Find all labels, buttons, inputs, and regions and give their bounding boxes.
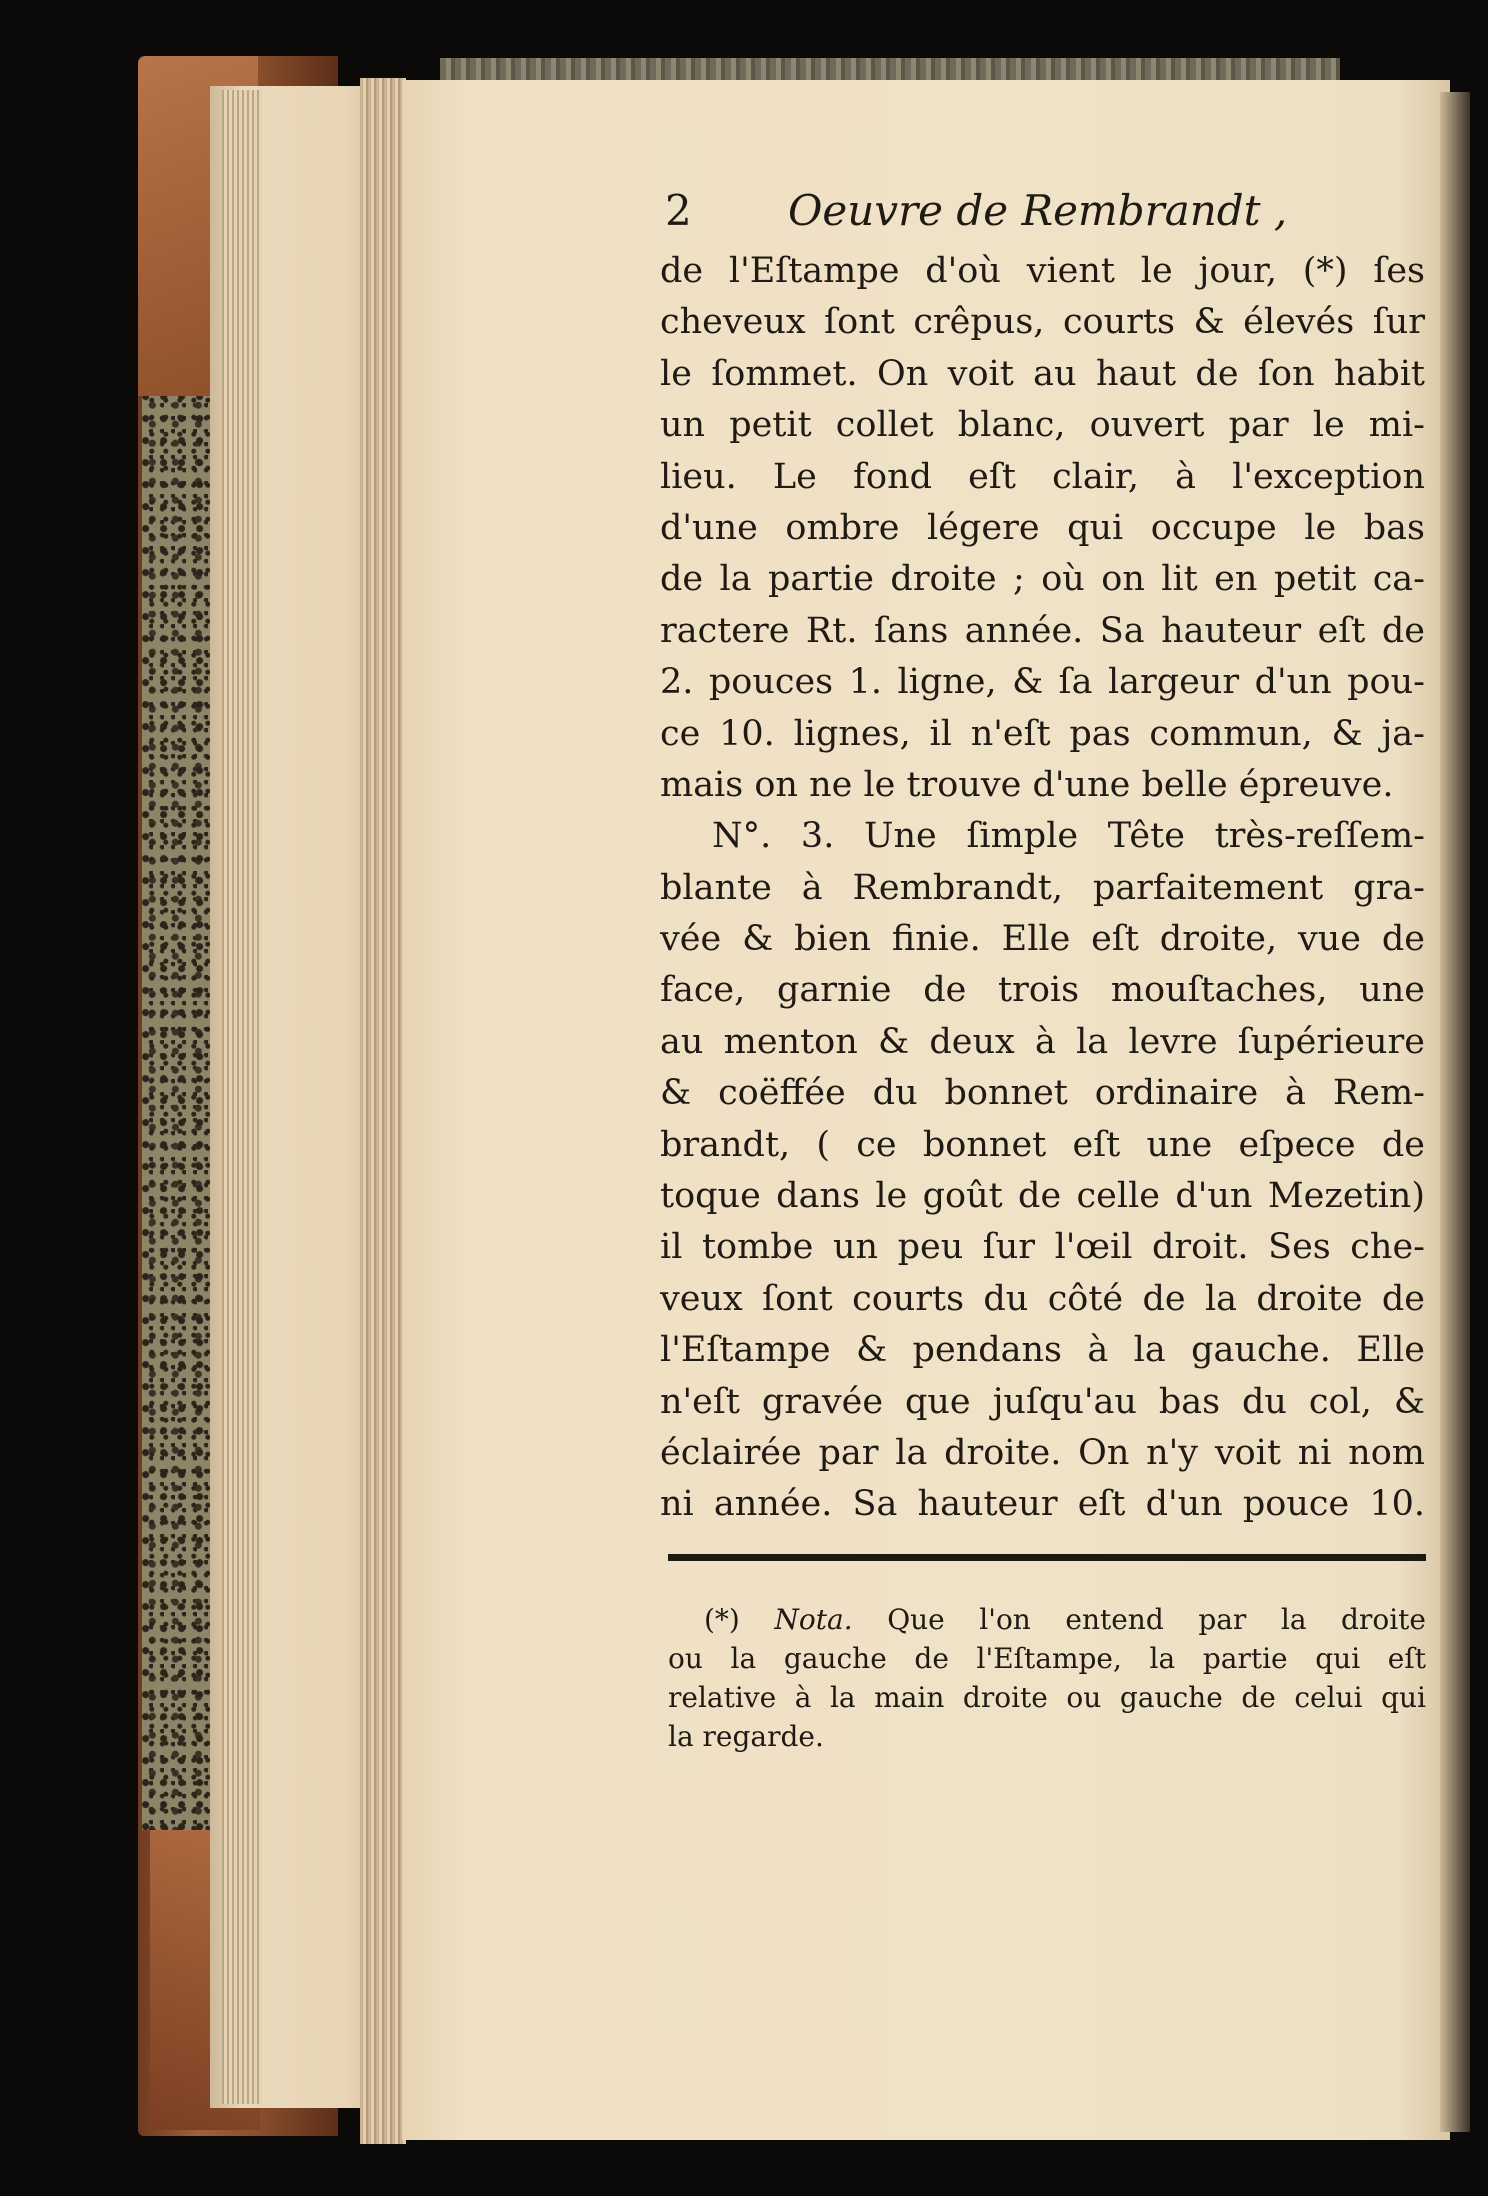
- text-line: l'Eſtampe & pendans à la gauche. Elle: [660, 1330, 1425, 1371]
- text-line: éclairée par la droite. On n'y voit ni nom: [660, 1432, 1425, 1473]
- text-line: lieu. Le fond eſt clair, à l'exception: [660, 456, 1425, 497]
- footnote-text: Que l'on entend par la droite: [887, 1603, 1427, 1636]
- text-line: le ſommet. On voit au haut de ſon habit: [660, 353, 1425, 394]
- page-number: 2: [665, 186, 692, 235]
- text-line: 2. pouces 1. ligne, & ſa largeur d'un pou-: [660, 662, 1425, 703]
- text-line: toque dans le goût de celle d'un Mezetin): [660, 1176, 1425, 1217]
- text-line: blante à Rembrandt, parfaitement gra-: [660, 867, 1425, 908]
- text-line: il tombe un peu ſur l'œil droit. Ses che-: [660, 1227, 1425, 1268]
- footnote-marker: (*): [704, 1603, 740, 1636]
- footnote-line: [668, 1600, 1426, 1639]
- text-line: & coëffée du bonnet ordinaire à Rem-: [660, 1073, 1425, 1114]
- text-line: mais on ne le trouve d'une belle épreuve.: [660, 764, 1394, 805]
- text-line: brandt, ( ce bonnet eſt une eſpece de: [660, 1124, 1425, 1165]
- text-line: de la partie droite ; où on lit en petit ca-: [660, 559, 1425, 600]
- text-line: N°. 3. Une ſimple Tête très-reſſem-: [712, 816, 1425, 857]
- text-line: cheveux ſont crêpus, courts & élevés ſur: [660, 302, 1425, 343]
- text-line: ni année. Sa hauteur eſt d'un pouce 10.: [660, 1484, 1425, 1525]
- page-header: [660, 186, 1425, 246]
- footnote-line: la regarde.: [668, 1720, 824, 1753]
- footnote-line: relative à la main droite ou gauche de celui qui: [668, 1681, 1426, 1714]
- text-line: face, garnie de trois mouſtaches, une: [660, 970, 1425, 1011]
- text-line: n'eſt gravée que juſqu'au bas du col, &: [660, 1381, 1425, 1422]
- text-line: veux ſont courts du côté de la droite de: [660, 1278, 1425, 1319]
- left-page-edges: [222, 90, 262, 2104]
- page-edge-shadow: [1440, 92, 1470, 2132]
- footnote-label: Nota.: [774, 1603, 853, 1636]
- text-line: ractere Rt. ſans année. Sa hauteur eſt de: [660, 610, 1425, 651]
- book-gutter: [360, 78, 406, 2144]
- text-line: un petit collet blanc, ouvert par le mi-: [660, 405, 1425, 446]
- text-line: d'une ombre légere qui occupe le bas: [660, 507, 1425, 548]
- footnote: [668, 1600, 1426, 1756]
- footnote-rule: [668, 1554, 1426, 1561]
- text-line: ce 10. lignes, il n'eſt pas commun, & ja-: [660, 713, 1425, 754]
- page-text: [660, 186, 1425, 1531]
- text-line: vée & bien finie. Elle eſt droite, vue de: [660, 919, 1425, 960]
- running-head: Oeuvre de Rembrandt ,: [788, 186, 1288, 235]
- text-line: au menton & deux à la levre ſupérieure: [660, 1021, 1425, 1062]
- text-line: de l'Eſtampe d'où vient le jour, (*) ſes: [660, 251, 1425, 291]
- footnote-line: ou la gauche de l'Eſtampe, la partie qui eſt: [668, 1642, 1426, 1675]
